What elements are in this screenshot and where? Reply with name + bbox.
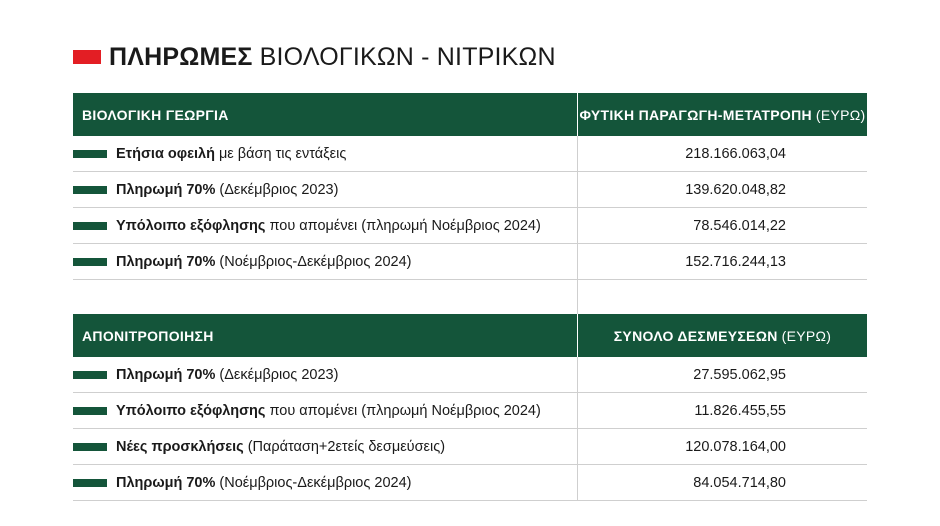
row-label-bold: Υπόλοιπο εξόφλησης	[116, 217, 266, 234]
row-label-cell	[73, 357, 578, 392]
header-unit: (ΕΥΡΩ)	[815, 106, 866, 123]
row-label-cell	[73, 172, 578, 207]
table-row	[73, 393, 867, 429]
table-row	[73, 465, 867, 501]
row-label-bold: Νέες προσκλήσεις	[116, 438, 244, 455]
header-left: ΑΠΟΝΙΤΡΟΠΟΙΗΣΗ	[73, 314, 578, 357]
row-label-normal: που απομένει (πληρωμή Νοέμβριος 2024)	[269, 402, 541, 419]
row-value: 27.595.062,95	[693, 366, 786, 383]
bullet-bar-icon	[73, 150, 107, 158]
row-label-bold: Πληρωμή 70%	[116, 366, 216, 383]
bullet-bar-icon	[73, 407, 107, 415]
table-row	[73, 208, 867, 244]
bullet-bar-icon	[73, 222, 107, 230]
table-header	[73, 93, 867, 136]
row-label-cell	[73, 429, 578, 464]
header-unit: (ΕΥΡΩ)	[781, 327, 832, 344]
row-label-cell	[73, 208, 578, 243]
row-label-bold: Ετήσια οφειλή	[116, 145, 215, 162]
row-label-cell	[73, 244, 578, 279]
spacer-row	[73, 280, 578, 315]
row-label-bold: Πληρωμή 70%	[116, 181, 216, 198]
row-label-normal: που απομένει (πληρωμή Νοέμβριος 2024)	[269, 217, 541, 234]
row-value: 152.716.244,13	[685, 253, 786, 270]
row-label-normal: (Νοέμβριος-Δεκέμβριος 2024)	[219, 474, 412, 491]
row-value: 84.054.714,80	[693, 474, 786, 491]
table-row	[73, 136, 867, 172]
row-label-cell	[73, 465, 578, 500]
title-red-mark	[73, 50, 101, 64]
row-label-cell	[73, 136, 578, 171]
header-right	[578, 314, 867, 357]
table-row	[73, 244, 867, 280]
header-right-label: ΣΥΝΟΛΟ ΔΕΣΜΕΥΣΕΩΝ	[613, 327, 778, 344]
row-label-bold: Πληρωμή 70%	[116, 474, 216, 491]
row-value: 11.826.455,55	[694, 402, 786, 419]
table-denitrification	[73, 314, 867, 501]
table-organic-farming	[73, 93, 867, 315]
header-right-label: ΦΥΤΙΚΗ ΠΑΡΑΓΩΓΗ-ΜΕΤΑΤΡΟΠΗ	[579, 106, 812, 123]
row-label-normal: (Παράταση+2ετείς δεσμεύσεις)	[247, 438, 446, 455]
row-label-normal: (Δεκέμβριος 2023)	[219, 366, 339, 383]
row-value: 218.166.063,04	[685, 145, 786, 162]
row-label-normal: (Δεκέμβριος 2023)	[219, 181, 339, 198]
row-value: 78.546.014,22	[693, 217, 786, 234]
row-label-bold: Πληρωμή 70%	[116, 253, 216, 270]
title-light-text: ΒΙΟΛΟΓΙΚΩΝ - ΝΙΤΡΙΚΩΝ	[259, 42, 556, 71]
bullet-bar-icon	[73, 371, 107, 379]
row-label-cell	[73, 393, 578, 428]
row-label-normal: με βάση τις εντάξεις	[218, 145, 347, 162]
row-value: 120.078.164,00	[685, 438, 786, 455]
row-value: 139.620.048,82	[685, 181, 786, 198]
table-row	[73, 172, 867, 208]
table-header	[73, 314, 867, 357]
row-label-normal: (Νοέμβριος-Δεκέμβριος 2024)	[219, 253, 412, 270]
row-label-bold: Υπόλοιπο εξόφλησης	[116, 402, 266, 419]
bullet-bar-icon	[73, 443, 107, 451]
table-row	[73, 357, 867, 393]
header-left: ΒΙΟΛΟΓΙΚΗ ΓΕΩΡΓΙΑ	[73, 93, 578, 136]
bullet-bar-icon	[73, 479, 107, 487]
table-row	[73, 429, 867, 465]
title-bold-text: ΠΛΗΡΩΜΕΣ	[109, 42, 253, 71]
header-right	[578, 93, 867, 136]
bullet-bar-icon	[73, 258, 107, 266]
bullet-bar-icon	[73, 186, 107, 194]
page-title	[73, 40, 556, 74]
